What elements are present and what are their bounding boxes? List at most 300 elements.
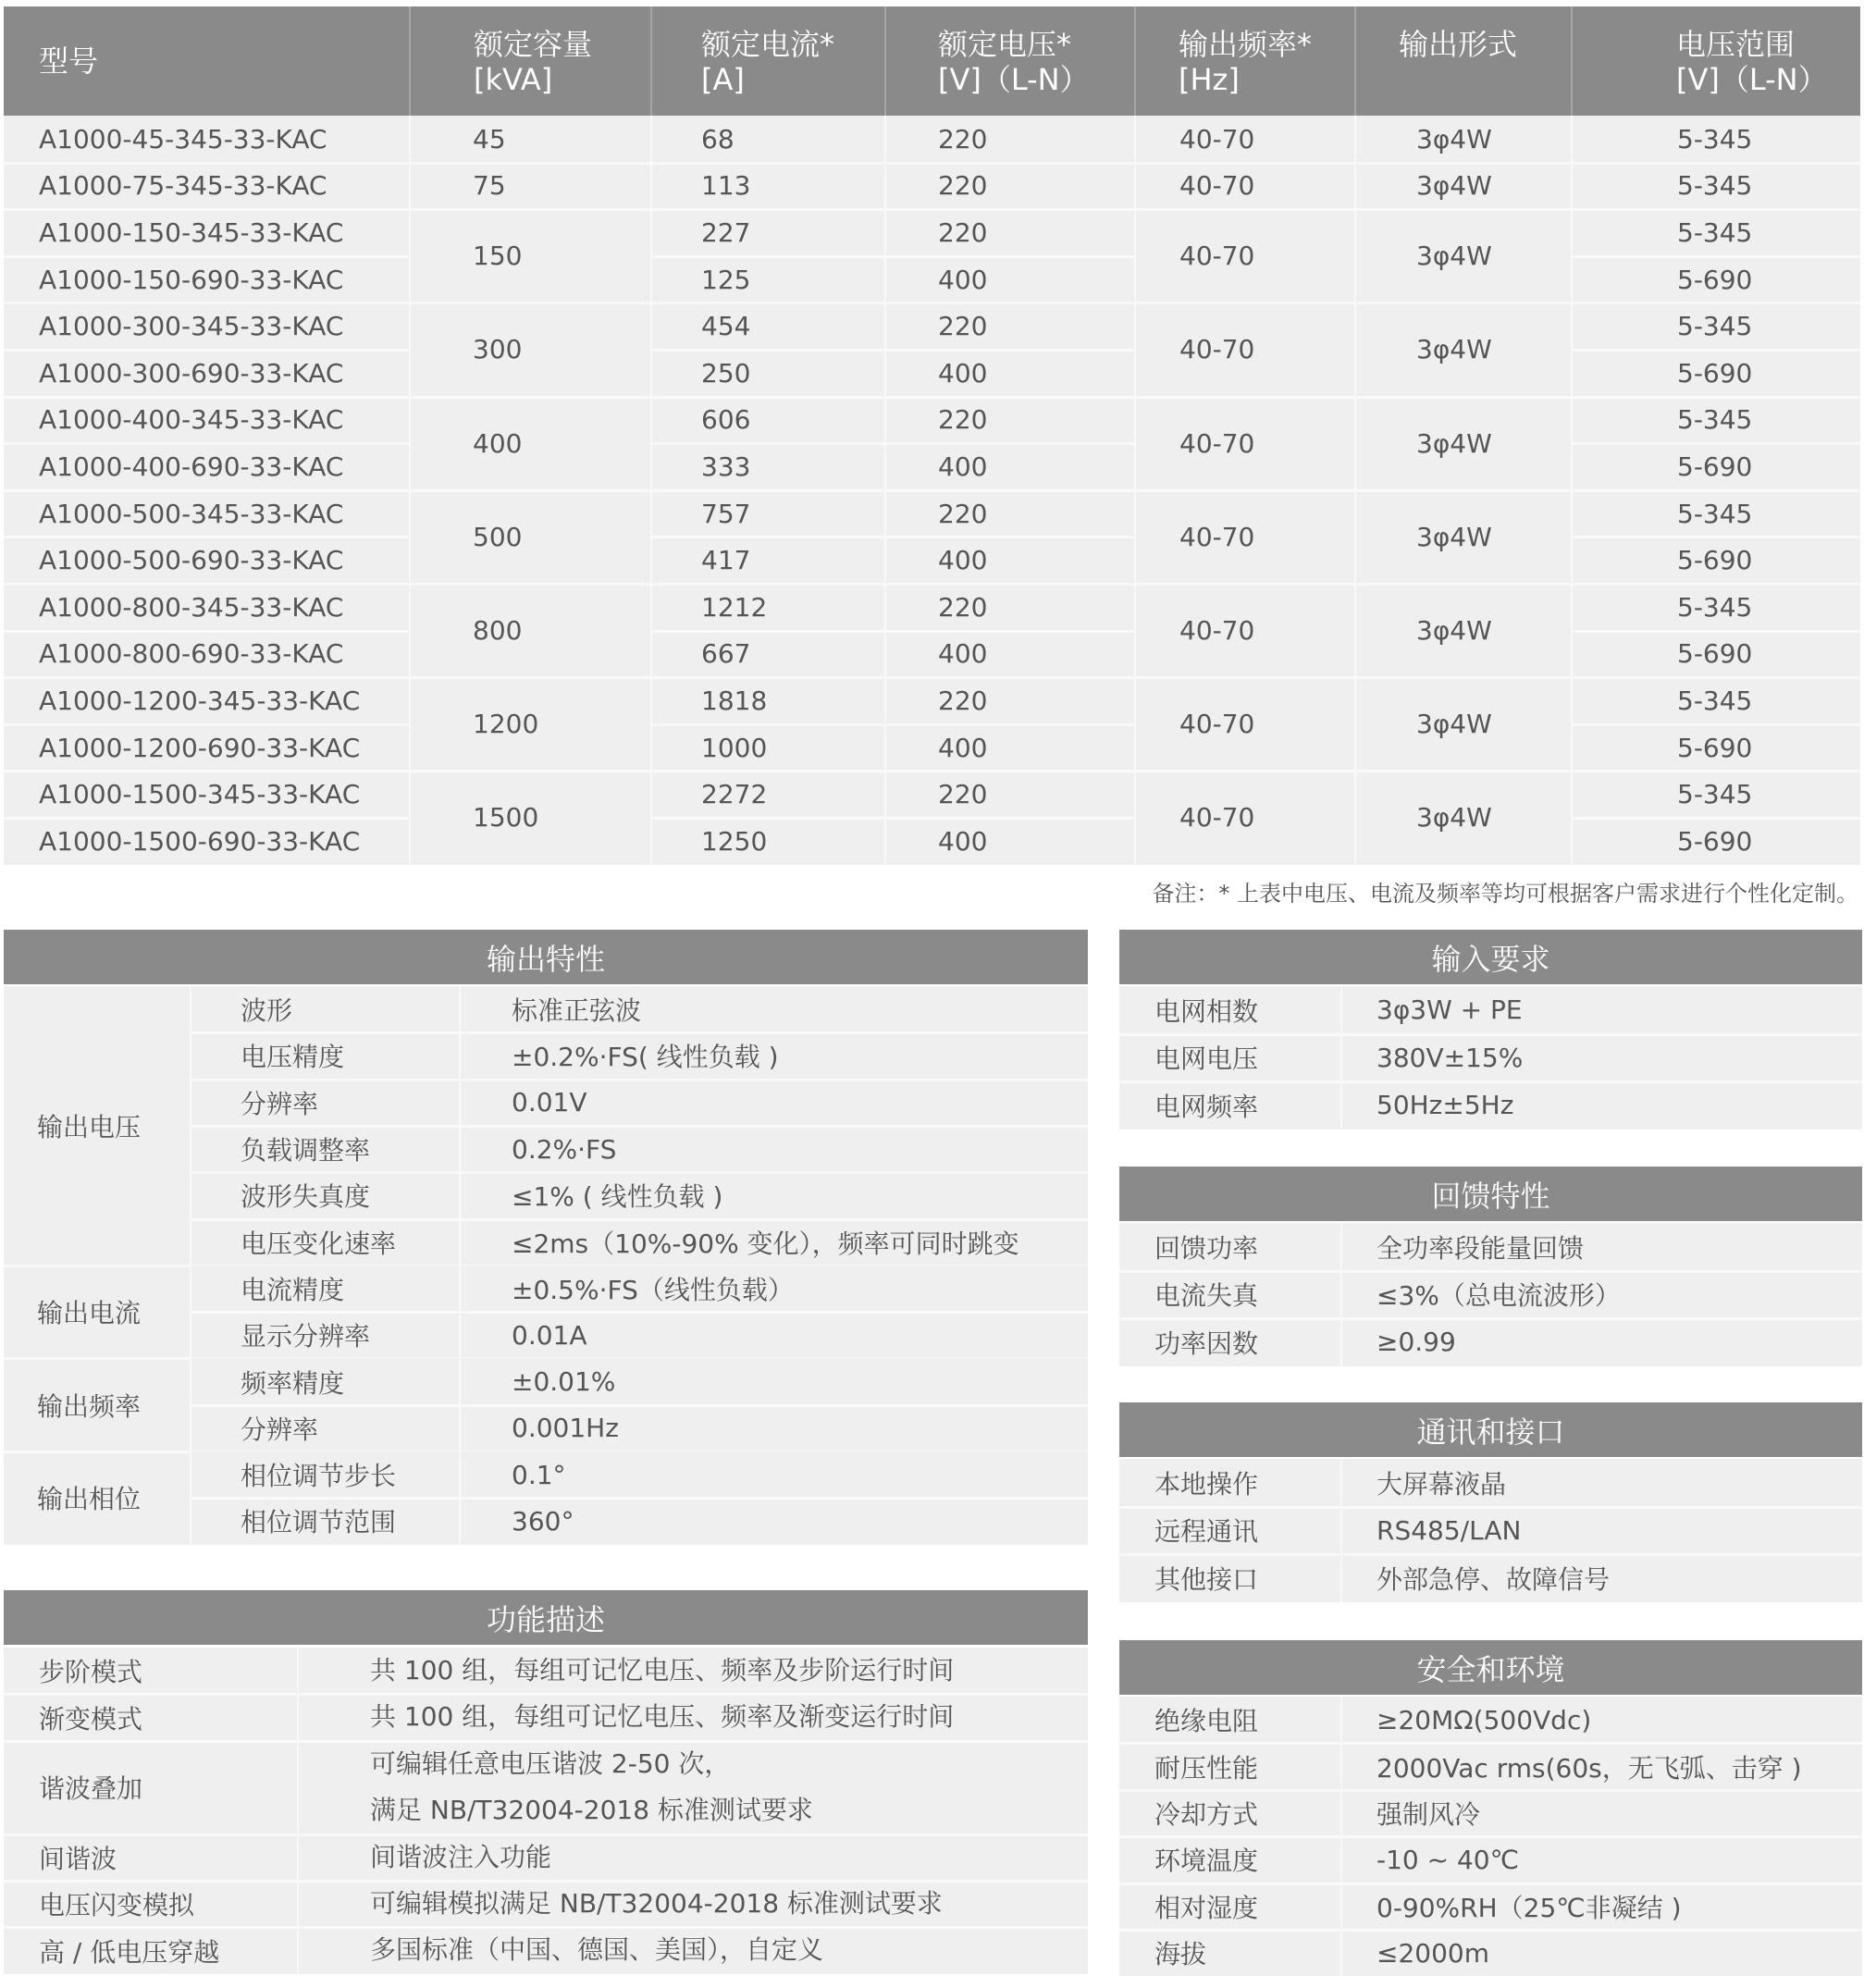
spec-value: 0.1° xyxy=(512,1459,566,1490)
row-divider xyxy=(4,255,410,258)
col-header-output-form xyxy=(1399,6,1611,116)
rated-capacity: 45 xyxy=(473,123,506,154)
output-form: 3φ4W xyxy=(1416,802,1492,833)
spec-value-cell xyxy=(460,1126,1088,1172)
rated-voltage: 220 xyxy=(938,498,988,529)
column-divider xyxy=(884,116,886,865)
current-cell xyxy=(651,677,885,724)
spec-label: 其他接口 xyxy=(1154,1563,1259,1595)
voltage-cell xyxy=(885,443,1135,490)
row-divider xyxy=(651,583,1135,586)
spec-value-cell xyxy=(1341,1271,1862,1319)
voltage-cell xyxy=(885,303,1135,350)
capacity-cell xyxy=(410,209,651,303)
spec-label-cell xyxy=(1119,1697,1341,1743)
row-divider xyxy=(1119,1789,1862,1792)
spec-value-cell xyxy=(1341,1318,1862,1366)
spec-value: ≤2ms（10%-90% 变化），频率可同时跳变 xyxy=(512,1228,1019,1259)
rated-current: 757 xyxy=(701,498,751,529)
voltage-range: 5-690 xyxy=(1677,451,1753,482)
row-divider xyxy=(4,817,410,820)
model-cell xyxy=(4,771,410,818)
voltage-range: 5-690 xyxy=(1677,264,1753,295)
row-divider xyxy=(191,1311,1088,1314)
rated-current: 1250 xyxy=(701,825,768,857)
col-header-capacity-line1: 额定容量 xyxy=(474,27,593,62)
range-cell xyxy=(1572,677,1860,724)
frequency-cell xyxy=(1135,116,1355,163)
group-divider xyxy=(1135,208,1572,211)
col-header-voltage-range xyxy=(1676,6,1861,116)
row-divider xyxy=(1119,1270,1862,1273)
spec-value: 标准正弦波 xyxy=(512,995,642,1027)
spec-value-cell xyxy=(460,1032,1088,1079)
spec-value: 2000Vac rms(60s，无飞弧、击穿 ) xyxy=(1376,1752,1802,1784)
output-form-cell xyxy=(1355,677,1572,771)
row-divider xyxy=(651,770,1135,772)
voltage-range: 5-345 xyxy=(1677,685,1753,716)
output-frequency: 40-70 xyxy=(1179,709,1255,740)
current-cell xyxy=(651,303,885,350)
row-divider xyxy=(651,676,1135,679)
spec-label-cell xyxy=(191,1312,460,1358)
spec-label: 频率精度 xyxy=(241,1367,345,1399)
spec-label-cell xyxy=(1119,1271,1341,1319)
col-header-frequency-line2: [Hz] xyxy=(1179,62,1240,97)
col-header-current-line1: 额定电流* xyxy=(701,27,835,62)
header-divider xyxy=(409,6,411,116)
model-name: A1000-400-690-33-KAC xyxy=(39,451,344,482)
current-cell xyxy=(651,209,885,256)
rated-voltage: 400 xyxy=(938,732,988,763)
voltage-cell xyxy=(885,256,1135,303)
spec-label-cell xyxy=(191,986,460,1032)
rated-current: 1818 xyxy=(701,685,768,716)
rated-voltage: 220 xyxy=(938,216,988,248)
spec-label-cell xyxy=(1119,1223,1341,1271)
function-value: 共 100 组，每组可记忆电压、频率及步阶运行时间 xyxy=(370,1655,955,1685)
column-divider xyxy=(1340,1697,1342,1976)
function-label: 渐变模式 xyxy=(39,1703,143,1735)
input-requirements-title: 输入要求 xyxy=(1119,930,1862,984)
spec-value-cell xyxy=(1341,1459,1862,1507)
row-divider xyxy=(191,1404,1088,1407)
voltage-cell xyxy=(885,350,1135,397)
rated-current: 333 xyxy=(701,451,751,482)
column-divider xyxy=(1354,116,1356,865)
row-divider xyxy=(1572,302,1860,304)
capacity-cell xyxy=(410,303,651,396)
function-label-cell xyxy=(4,1694,298,1740)
model-name: A1000-45-345-33-KAC xyxy=(39,123,327,154)
spec-label-cell xyxy=(1119,1507,1341,1555)
function-label-cell xyxy=(4,1741,298,1834)
output-frequency: 40-70 xyxy=(1179,615,1255,647)
spec-value: 强制风冷 xyxy=(1376,1798,1481,1830)
frequency-cell xyxy=(1135,584,1355,677)
row-divider xyxy=(1119,1835,1862,1838)
function-label-cell xyxy=(4,1648,298,1694)
rated-voltage: 220 xyxy=(938,311,988,342)
row-divider xyxy=(1119,1553,1862,1556)
rated-voltage: 220 xyxy=(938,591,988,623)
row-divider xyxy=(4,162,410,165)
row-divider xyxy=(1572,536,1860,538)
model-name: A1000-500-690-33-KAC xyxy=(39,545,344,576)
spec-label: 电流精度 xyxy=(241,1274,345,1305)
table-footnote: 备注：* 上表中电压、电流及频率等均可根据客户需求进行个性化定制。 xyxy=(1152,881,1858,907)
rated-voltage: 400 xyxy=(938,825,988,857)
output-form: 3φ4W xyxy=(1416,427,1492,459)
group-divider xyxy=(1135,770,1572,772)
rated-voltage: 220 xyxy=(938,404,988,436)
group-divider xyxy=(410,396,651,399)
spec-label-cell xyxy=(191,1358,460,1404)
row-divider xyxy=(191,1497,1088,1500)
voltage-range: 5-690 xyxy=(1677,825,1753,857)
col-header-capacity-line2: [kVA] xyxy=(474,62,553,97)
row-divider xyxy=(1572,676,1860,679)
spec-label-cell xyxy=(1119,1459,1341,1507)
output-form: 3φ4W xyxy=(1416,334,1492,365)
model-cell xyxy=(4,818,410,865)
current-cell xyxy=(651,116,885,163)
row-divider xyxy=(1119,1929,1862,1932)
voltage-cell xyxy=(885,631,1135,678)
range-cell xyxy=(1572,256,1860,303)
spec-value: 50Hz±5Hz xyxy=(1376,1090,1514,1121)
row-divider xyxy=(1572,442,1860,445)
rated-voltage: 220 xyxy=(938,685,988,716)
row-divider xyxy=(4,1693,1088,1696)
voltage-range: 5-345 xyxy=(1677,170,1753,202)
spec-label: 功率因数 xyxy=(1154,1327,1259,1359)
model-name: A1000-75-345-33-KAC xyxy=(39,170,327,202)
function-label-cell xyxy=(4,1834,298,1881)
spec-label-cell xyxy=(191,1219,460,1266)
spec-label: 环境温度 xyxy=(1154,1846,1259,1877)
output-frequency: 40-70 xyxy=(1179,802,1255,833)
range-cell xyxy=(1572,163,1860,210)
function-value-line2: 满足 NB/T32004-2018 标准测试要求 xyxy=(370,1795,813,1826)
spec-value-cell xyxy=(1341,1790,1862,1836)
output-frequency: 40-70 xyxy=(1179,123,1255,154)
row-divider xyxy=(1119,1883,1862,1885)
row-divider xyxy=(191,1079,1088,1081)
spec-label: 回馈功率 xyxy=(1154,1232,1259,1264)
voltage-range: 5-345 xyxy=(1677,404,1753,436)
column-divider xyxy=(297,1648,299,1974)
spec-label: 本地操作 xyxy=(1154,1468,1259,1500)
spec-label-cell xyxy=(191,1080,460,1126)
rated-capacity: 75 xyxy=(473,170,506,202)
output-form-cell xyxy=(1355,584,1572,677)
row-divider xyxy=(1572,489,1860,492)
row-divider xyxy=(4,536,410,538)
row-divider xyxy=(651,349,1135,352)
row-divider xyxy=(4,442,410,445)
spec-value: ≥20MΩ(500Vdc) xyxy=(1376,1704,1592,1735)
rated-current: 667 xyxy=(701,638,751,670)
spec-label-cell xyxy=(191,1405,460,1451)
rated-voltage: 400 xyxy=(938,264,988,295)
model-cell xyxy=(4,163,410,210)
group-divider xyxy=(1135,396,1572,399)
row-divider xyxy=(4,208,410,211)
function-value-cell xyxy=(298,1927,1088,1973)
spec-label: 分辨率 xyxy=(241,1414,319,1445)
spec-value-cell xyxy=(1341,1883,1862,1930)
spec-value: 0.2%·FS xyxy=(512,1133,617,1165)
spec-label-cell xyxy=(191,1126,460,1172)
range-cell xyxy=(1572,631,1860,678)
current-cell xyxy=(651,397,885,444)
spec-value: 0.001Hz xyxy=(512,1413,619,1444)
row-divider xyxy=(651,302,1135,304)
voltage-cell xyxy=(885,209,1135,256)
row-divider xyxy=(1572,770,1860,772)
spec-label-cell xyxy=(1119,1883,1341,1930)
spec-label-cell xyxy=(1119,1836,1341,1883)
column-divider xyxy=(1340,1223,1342,1366)
function-label: 高 / 低电压穿越 xyxy=(39,1936,220,1968)
spec-value: ±0.2%·FS( 线性负载 ) xyxy=(512,1042,779,1073)
voltage-range: 5-690 xyxy=(1677,545,1753,576)
current-cell xyxy=(651,256,885,303)
frequency-cell xyxy=(1135,397,1355,490)
spec-label: 分辨率 xyxy=(241,1088,319,1119)
communication-interface-title: 通讯和接口 xyxy=(1119,1402,1862,1457)
model-cell xyxy=(4,256,410,303)
output-form-cell xyxy=(1355,397,1572,490)
col-header-voltage-line2: [V]（L-N） xyxy=(938,62,1090,97)
spec-value-cell xyxy=(1341,1223,1862,1271)
current-cell xyxy=(651,490,885,537)
spec-label: 海拔 xyxy=(1154,1939,1207,1970)
row-divider xyxy=(4,1926,1088,1929)
function-label: 电压闪变模拟 xyxy=(39,1890,195,1921)
capacity-cell xyxy=(410,677,651,771)
column-divider xyxy=(650,116,652,865)
col-header-current xyxy=(701,6,932,116)
range-cell xyxy=(1572,350,1860,397)
spec-label-cell xyxy=(1119,1790,1341,1836)
spec-value: 360° xyxy=(512,1505,574,1537)
col-header-output-form-line1: 输出形式 xyxy=(1399,27,1518,62)
spec-label: 波形失真度 xyxy=(241,1181,371,1213)
model-cell xyxy=(4,584,410,631)
function-value: 多国标准（中国、德国、美国），自定义 xyxy=(370,1934,824,1966)
row-divider xyxy=(4,583,410,586)
spec-label: 显示分辨率 xyxy=(241,1321,371,1352)
row-divider xyxy=(651,630,1135,633)
row-divider xyxy=(4,302,410,304)
model-cell xyxy=(4,631,410,678)
model-cell xyxy=(4,677,410,724)
voltage-cell xyxy=(885,677,1135,724)
output-frequency: 40-70 xyxy=(1179,521,1255,552)
voltage-range: 5-690 xyxy=(1677,732,1753,763)
rated-capacity: 1200 xyxy=(473,709,539,740)
row-divider xyxy=(1119,1033,1862,1036)
current-cell xyxy=(651,584,885,631)
spec-label: 电网频率 xyxy=(1154,1091,1259,1122)
model-name: A1000-1200-690-33-KAC xyxy=(39,732,361,763)
voltage-range: 5-345 xyxy=(1677,216,1753,248)
row-divider xyxy=(4,1834,1088,1836)
spec-label: 相位调节步长 xyxy=(241,1461,397,1492)
rated-voltage: 220 xyxy=(938,170,988,202)
voltage-cell xyxy=(885,116,1135,163)
rated-current: 1212 xyxy=(701,591,768,623)
group-divider xyxy=(1135,302,1572,304)
group-label-cell xyxy=(4,986,191,1266)
row-divider xyxy=(1572,630,1860,633)
function-value: 可编辑任意电压谐波 2-50 次， xyxy=(370,1747,731,1779)
group-label-cell xyxy=(4,1358,191,1451)
col-header-capacity xyxy=(474,6,705,116)
model-name: A1000-1500-345-33-KAC xyxy=(39,779,361,810)
spec-label: 冷却方式 xyxy=(1154,1798,1259,1830)
col-header-voltage-range-line1: 电压范围 xyxy=(1676,27,1796,62)
rated-capacity: 400 xyxy=(473,427,523,459)
function-value-cell xyxy=(298,1881,1088,1927)
spec-label: 绝缘电阻 xyxy=(1154,1706,1259,1737)
function-label: 步阶模式 xyxy=(39,1657,143,1688)
spec-value-cell xyxy=(1341,1554,1862,1602)
spec-label-cell xyxy=(191,1498,460,1544)
spec-value: -10 ~ 40℃ xyxy=(1376,1844,1520,1875)
rated-voltage: 400 xyxy=(938,545,988,576)
row-divider xyxy=(1119,1506,1862,1509)
group-divider xyxy=(410,770,651,772)
spec-value-cell xyxy=(460,1405,1088,1451)
voltage-cell xyxy=(885,490,1135,537)
range-cell xyxy=(1572,724,1860,772)
voltage-cell xyxy=(885,537,1135,584)
rated-current: 125 xyxy=(701,264,751,295)
frequency-cell xyxy=(1135,771,1355,864)
safety-environment-title: 安全和环境 xyxy=(1119,1640,1862,1695)
group-divider xyxy=(410,162,651,165)
spec-value: ±0.01% xyxy=(512,1366,616,1398)
group-divider xyxy=(410,489,651,492)
capacity-cell xyxy=(410,490,651,584)
row-divider xyxy=(651,817,1135,820)
range-cell xyxy=(1572,584,1860,631)
col-header-frequency-line1: 输出频率* xyxy=(1179,27,1313,62)
range-cell xyxy=(1572,209,1860,256)
voltage-range: 5-690 xyxy=(1677,357,1753,389)
voltage-cell xyxy=(885,163,1135,210)
function-description-title: 功能描述 xyxy=(4,1590,1088,1645)
rated-current: 227 xyxy=(701,216,751,248)
spec-value: RS485/LAN xyxy=(1376,1514,1522,1546)
group-divider xyxy=(410,208,651,211)
output-form: 3φ4W xyxy=(1416,521,1492,552)
model-cell xyxy=(4,303,410,350)
spec-label: 电网相数 xyxy=(1154,995,1259,1027)
spec-label-cell xyxy=(1119,1081,1341,1130)
capacity-cell xyxy=(410,116,651,163)
spec-value: ±0.5%·FS（线性负载） xyxy=(512,1274,794,1305)
spec-value: 380V±15% xyxy=(1376,1042,1524,1073)
output-form-cell xyxy=(1355,116,1572,163)
spec-value: ≤2000m xyxy=(1376,1937,1489,1969)
range-cell xyxy=(1572,443,1860,490)
header-divider xyxy=(1134,6,1136,116)
spec-value-cell xyxy=(1341,1836,1862,1883)
col-header-voltage-line1: 额定电压* xyxy=(938,27,1072,62)
group-divider xyxy=(410,676,651,679)
current-cell xyxy=(651,443,885,490)
rated-current: 1000 xyxy=(701,732,768,763)
spec-value: 0.01V xyxy=(512,1087,587,1118)
rated-voltage: 220 xyxy=(938,779,988,810)
spec-label-cell xyxy=(1119,986,1341,1034)
spec-value: ≤1% ( 线性负载 ) xyxy=(512,1181,723,1213)
rated-capacity: 1500 xyxy=(473,802,539,833)
range-cell xyxy=(1572,490,1860,537)
output-form-cell xyxy=(1355,209,1572,303)
row-divider xyxy=(651,723,1135,726)
group-label: 输出电流 xyxy=(37,1298,142,1329)
model-cell xyxy=(4,443,410,490)
spec-value-cell xyxy=(460,1451,1088,1498)
row-divider xyxy=(4,676,410,679)
rated-capacity: 800 xyxy=(473,615,523,647)
group-label: 输出电压 xyxy=(37,1111,142,1142)
model-name: A1000-1200-345-33-KAC xyxy=(39,685,361,716)
spec-value-cell xyxy=(1341,986,1862,1034)
rated-capacity: 150 xyxy=(473,241,523,272)
voltage-range: 5-345 xyxy=(1677,779,1753,810)
column-divider xyxy=(459,986,461,1545)
col-header-voltage-range-line2: [V]（L-N） xyxy=(1676,62,1828,97)
col-header-model-label: 型号 xyxy=(39,43,99,79)
output-form: 3φ4W xyxy=(1416,709,1492,740)
spec-label-cell xyxy=(191,1032,460,1079)
function-value-cell xyxy=(298,1834,1088,1881)
header-divider xyxy=(1354,6,1356,116)
spec-value-cell xyxy=(460,986,1088,1032)
row-divider xyxy=(1572,396,1860,399)
spec-value: 外部急停、故障信号 xyxy=(1376,1563,1611,1595)
group-divider xyxy=(410,583,651,586)
row-divider xyxy=(1119,1742,1862,1745)
model-name: A1000-800-345-33-KAC xyxy=(39,591,344,623)
function-value: 可编辑模拟满足 NB/T32004-2018 标准测试要求 xyxy=(370,1888,943,1919)
col-header-current-line2: [A] xyxy=(701,62,745,97)
function-label: 间谐波 xyxy=(39,1843,117,1874)
model-name: A1000-150-345-33-KAC xyxy=(39,216,344,248)
row-divider xyxy=(651,536,1135,538)
model-name: A1000-300-690-33-KAC xyxy=(39,357,344,389)
model-cell xyxy=(4,490,410,537)
row-divider xyxy=(1572,583,1860,586)
row-divider xyxy=(1119,1080,1862,1083)
function-value: 共 100 组，每组可记忆电压、频率及渐变运行时间 xyxy=(370,1701,955,1733)
frequency-cell xyxy=(1135,490,1355,584)
header-divider xyxy=(1571,6,1573,116)
output-frequency: 40-70 xyxy=(1179,241,1255,272)
column-divider xyxy=(1571,116,1573,865)
rated-voltage: 400 xyxy=(938,638,988,670)
function-value-cell xyxy=(298,1694,1088,1740)
spec-label: 相对湿度 xyxy=(1154,1892,1259,1923)
output-form-cell xyxy=(1355,303,1572,396)
group-divider xyxy=(410,302,651,304)
